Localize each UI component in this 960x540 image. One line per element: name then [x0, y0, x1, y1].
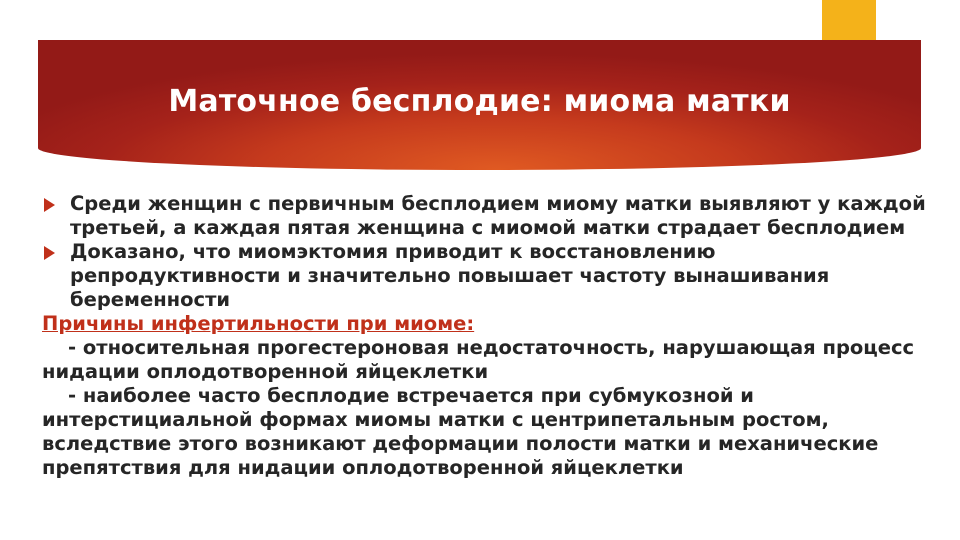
causes-heading: Причины инфертильности при миоме:: [42, 312, 475, 335]
cause-item: - относительная прогестероновая недостаточность, нарушающая процесс нидации оплодотворенной яйцеклетки: [42, 336, 915, 383]
bullet-item: [42, 192, 932, 240]
triangle-bullet-icon: [44, 246, 55, 260]
slide-title: Маточное бесплодие: миома матки: [168, 84, 791, 119]
triangle-bullet-icon: [44, 198, 55, 212]
bullet-item: [42, 240, 932, 312]
cause-item: - наиболее часто бесплодие встречается при субмукозной и интерстициальной формах миомы матки с центрипетальным ростом, вследствие этого возникают деформации полости матки и механические препятствия для нидации оплодотворенной яйцеклетки: [42, 384, 879, 479]
bullet-text: Доказано, что миомэктомия приводит к восстановлению репродуктивности и значительно повышает частоту вынашивания беременности: [70, 240, 830, 311]
bullet-text: Среди женщин с первичным бесплодием миому матки выявляют у каждой третьей, а каждая пятая женщина с миомой матки страдает бесплодием: [70, 192, 926, 239]
slide-content: [42, 192, 932, 480]
